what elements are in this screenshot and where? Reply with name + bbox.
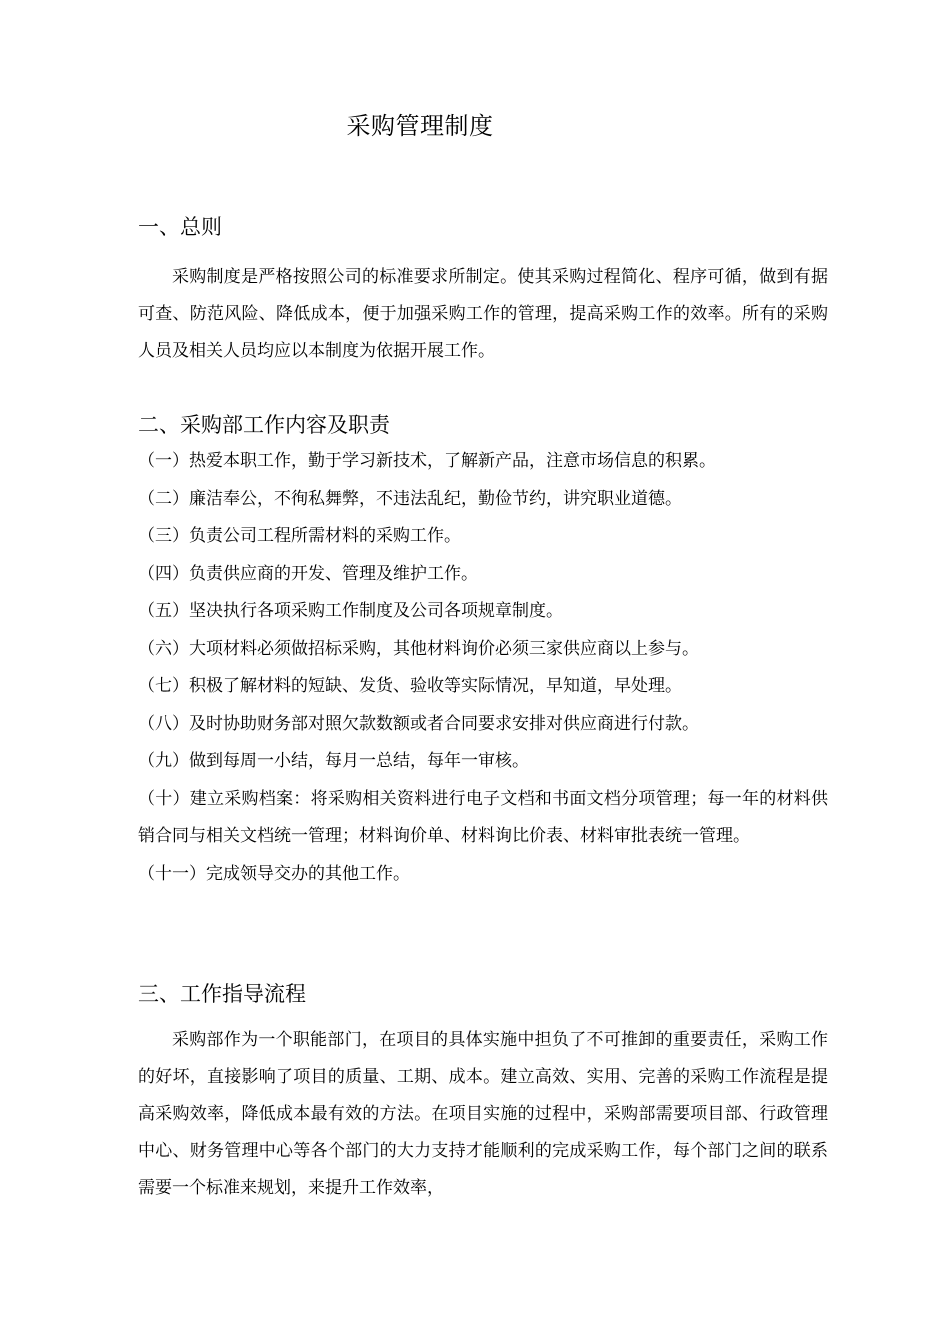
- list-item: （五）坚决执行各项采购工作制度及公司各项规章制度。: [138, 601, 563, 621]
- section-heading: 三、工作指导流程: [138, 982, 306, 1006]
- list-item: （十一）完成领导交办的其他工作。: [138, 863, 410, 884]
- section-workflow: [138, 976, 828, 1207]
- list-item: （七）积极了解材料的短缺、发货、验收等实际情况，早知道，早处理。: [138, 676, 682, 696]
- duty-list: [138, 443, 828, 893]
- list-item: （八）及时协助财务部对照欠款数额或者合同要求安排对供应商进行付款。: [138, 713, 699, 734]
- document-title: 采购管理制度: [346, 112, 494, 140]
- list-item: （九）做到每周一小结，每月一总结，每年一审核。: [138, 751, 529, 771]
- section-paragraph: 采购部作为一个职能部门，在项目的具体实施中担负了不可推卸的重要责任，采购工作的好坏，直接影响了项目的质量、工期、成本。建立高效、实用、完善的采购工作流程是提高采购效率，降低成本最有效的方法。在项目实施的过程中，采购部需要项目部、行政管理中心、财务管理中心等各个部门的大力支持才能顺利的完成采购工作，每个部门之间的联系需要一个标准来规划，来提升工作效率，: [138, 1030, 828, 1198]
- section-paragraph: 采购制度是严格按照公司的标准要求所制定。使其采购过程简化、程序可循，做到有据可查、防范风险、降低成本，便于加强采购工作的管理，提高采购工作的效率。所有的采购人员及相关人员均应以本制度为依据开展工作。: [138, 267, 828, 361]
- section-heading: 一、总则: [138, 215, 222, 239]
- section-duties: [138, 407, 828, 893]
- section-general: [138, 209, 828, 370]
- list-item: （十）建立采购档案：将采购相关资料进行电子文档和书面文档分项管理；每一年的材料供销合同与相关文档统一管理；材料询价单、材料询比价表、材料审批表统一管理。: [138, 788, 828, 846]
- list-item: （四）负责供应商的开发、管理及维护工作。: [138, 563, 478, 584]
- list-item: （三）负责公司工程所需材料的采购工作。: [138, 526, 461, 546]
- section-heading: 二、采购部工作内容及职责: [138, 413, 390, 437]
- list-item: （六）大项材料必须做招标采购，其他材料询价必须三家供应商以上参与。: [138, 638, 699, 659]
- list-item: （二）廉洁奉公，不徇私舞弊，不违法乱纪，勤俭节约，讲究职业道德。: [138, 488, 682, 509]
- list-item: （一）热爱本职工作，勤于学习新技术，了解新产品，注意市场信息的积累。: [138, 451, 716, 471]
